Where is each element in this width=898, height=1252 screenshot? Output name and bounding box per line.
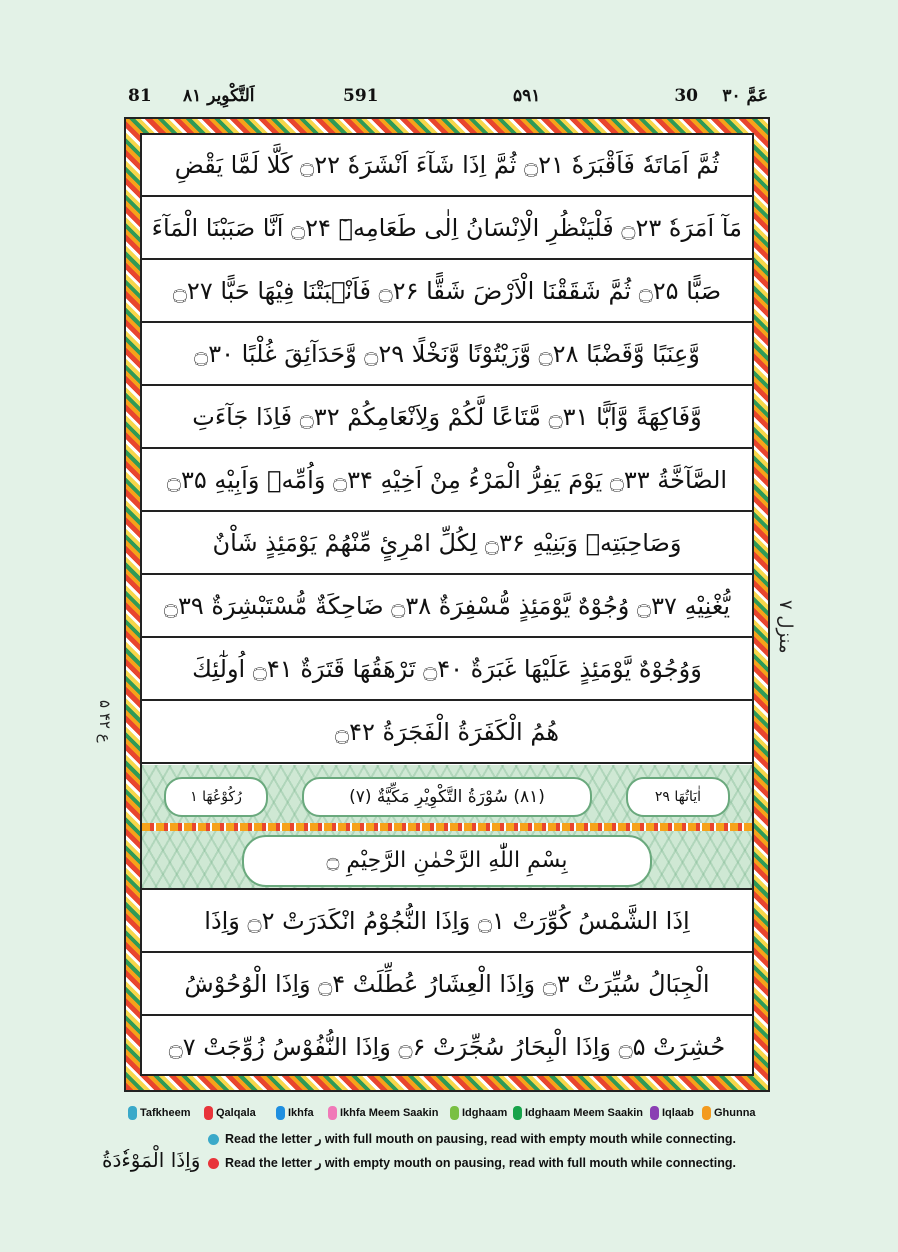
juz-number: 30 (674, 86, 698, 106)
page-header (128, 86, 768, 112)
legend-swatch-icon (702, 1106, 711, 1120)
legend-item (513, 1104, 643, 1122)
surah-name-urdu: ۸۱ اَلتَّكْوِير (183, 86, 255, 106)
surah-header (142, 765, 752, 890)
legend-swatch-icon (328, 1106, 337, 1120)
legend-swatch-icon (276, 1106, 285, 1120)
legend-swatch-icon (513, 1106, 522, 1120)
legend-label: Ghunna (714, 1107, 756, 1119)
legend-item (702, 1104, 756, 1122)
red-dot-icon (208, 1158, 219, 1169)
ruku-marker: ع ۴۲ ۵ (96, 700, 114, 743)
legend-swatch-icon (128, 1106, 137, 1120)
note-text: Read the letter ر with empty mouth on pausing, read with full mouth while connecting. (225, 1156, 736, 1170)
page-number-urdu: ۵۹۱ (513, 86, 541, 106)
text-area (140, 133, 754, 1076)
ayah-line: اِذَا الشَّمْسُ كُوِّرَتْ ۝۱ وَاِذَا النُّجُوْمُ انْكَدَرَتْ ۝۲ وَاِذَا (142, 891, 752, 953)
surah-title: (۸۱) سُوْرَةُ التَّكْوِيْرِ مَكِّيَّةٌ (۷) (302, 777, 592, 817)
legend-item (204, 1104, 256, 1122)
catchword: وَاِذَا الْمَوْءٗدَةُ (102, 1148, 201, 1172)
legend-label: Qalqala (216, 1107, 256, 1119)
legend-label: Idghaam (462, 1107, 508, 1119)
blue-dot-icon (208, 1134, 219, 1145)
ruku-count-label: رُكُوْعُهَا ۱ (164, 777, 268, 817)
legend-item (276, 1104, 314, 1122)
tarqeeq-note (208, 1155, 736, 1170)
ayah-line: صَبًّا ۝۲۵ ثُمَّ شَقَقْنَا الْاَرْضَ شَقًّا ۝۲۶ فَاَنْۢبَتْنَا فِيْهَا حَبًّا ۝۲۷ (142, 261, 752, 323)
legend-swatch-icon (204, 1106, 213, 1120)
page-number: 591 (343, 86, 379, 106)
decorative-band (142, 823, 752, 831)
ayah-line: ثُمَّ اَمَاتَهٗ فَاَقْبَرَهٗ ۝۲۱ ثُمَّ اِذَا شَآءَ اَنْشَرَهٗ ۝۲۲ كَلَّا لَمَّا يَقْضِ (142, 135, 752, 197)
ayat-count-label: اٰيَاتُهَا ۲۹ (626, 777, 730, 817)
ayah-line: وَّفَاكِهَةً وَّاَبًّا ۝۳۱ مَّتَاعًا لَّكُمْ وَلِاَنْعَامِكُمْ ۝۳۲ فَاِذَا جَآءَتِ (142, 387, 752, 449)
legend-item (650, 1104, 694, 1122)
ayah-line: حُشِرَتْ ۝۵ وَاِذَا الْبِحَارُ سُجِّرَتْ ۝۶ وَاِذَا النُّفُوْسُ زُوِّجَتْ ۝۷ (168, 1033, 726, 1061)
legend-label: Tafkheem (140, 1107, 191, 1119)
legend-item (328, 1104, 438, 1122)
ayah-line: الصَّآخَّةُ ۝۳۳ يَوْمَ يَفِرُّ الْمَرْءُ مِنْ اَخِيْهِ ۝۳۴ وَاُمِّهٖ وَاَبِيْهِ ۝۳۵ (142, 450, 752, 512)
ayah-line: وَّعِنَبًا وَّقَضْبًا ۝۲۸ وَّزَيْتُوْنًا وَّنَخْلًا ۝۲۹ وَّحَدَآئِقَ غُلْبًا ۝۳۰ (142, 324, 752, 386)
note-text: Read the letter ر with full mouth on pausing, read with empty mouth while connecting. (225, 1132, 736, 1146)
legend-label: Iqlaab (662, 1107, 694, 1119)
ayah-line: الْجِبَالُ سُيِّرَتْ ۝۳ وَاِذَا الْعِشَارُ عُطِّلَتْ ۝۴ وَاِذَا الْوُحُوْشُ (142, 954, 752, 1016)
legend-swatch-icon (650, 1106, 659, 1120)
ayah-line: يُّغْنِيْهِ ۝۳۷ وُجُوْهٌ يَّوْمَئِذٍ مُّسْفِرَةٌ ۝۳۸ ضَاحِكَةٌ مُّسْتَبْشِرَةٌ ۝۳۹ (142, 576, 752, 638)
legend-swatch-icon (450, 1106, 459, 1120)
tajweed-legend (128, 1104, 768, 1124)
legend-item (128, 1104, 191, 1122)
surah-number: 81 (128, 86, 152, 106)
ayah-line: وَوُجُوْهٌ يَّوْمَئِذٍ عَلَيْهَا غَبَرَةٌ ۝۴۰ تَرْهَقُهَا قَتَرَةٌ ۝۴۱ اُولٰٓئِكَ (142, 639, 752, 701)
legend-item (450, 1104, 507, 1122)
legend-label: Ikhfa (288, 1107, 314, 1119)
ayah-line: هُمُ الْكَفَرَةُ الْفَجَرَةُ ۝۴۲ (142, 702, 752, 764)
ornamental-border (124, 117, 770, 1092)
tafkheem-note (208, 1131, 736, 1146)
manzil-marker: منزل ۷ (775, 600, 796, 654)
surah-title-band (142, 773, 752, 819)
legend-label: Idghaam Meem Saakin (525, 1107, 643, 1119)
juz-urdu: ۳۰ عَمَّ (722, 86, 768, 106)
legend-label: Ikhfa Meem Saakin (340, 1107, 439, 1119)
ayah-line: وَصَاحِبَتِهٖ وَبَنِيْهِ ۝۳۶ لِكُلِّ امْرِئٍ مِّنْهُمْ يَوْمَئِذٍ شَاْنٌ (142, 513, 752, 575)
bismillah: بِسْمِ اللّٰهِ الرَّحْمٰنِ الرَّحِيْمِ ۝ (242, 835, 652, 887)
ayah-line: مَآ اَمَرَهٗ ۝۲۳ فَلْيَنْظُرِ الْاِنْسَانُ اِلٰى طَعَامِهٖٓ ۝۲۴ اَنَّا صَبَبْنَا الْمَآءَ (142, 198, 752, 260)
